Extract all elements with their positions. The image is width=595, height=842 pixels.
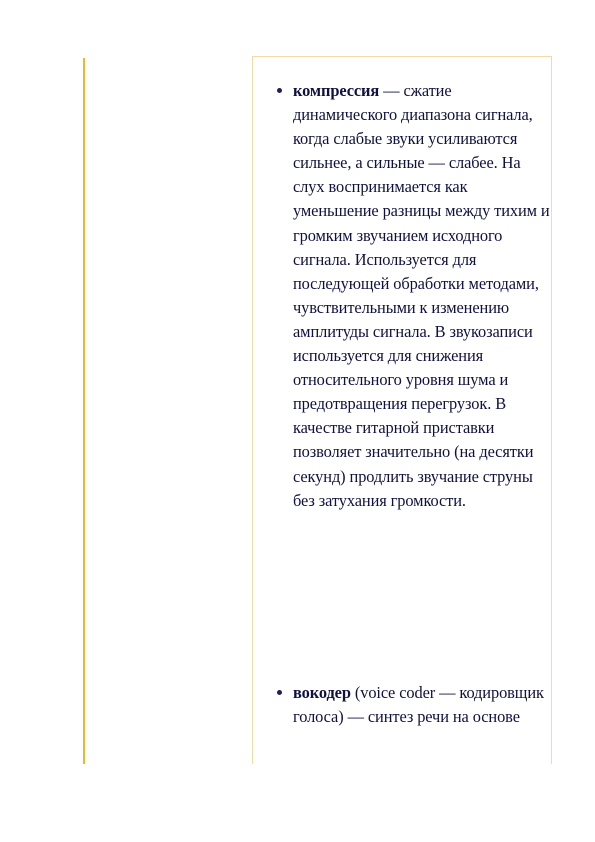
definition-vocoder: (voice coder — кодировщик голоса) — синтез речи на основе [293, 683, 544, 727]
term-vocoder: вокодер [293, 683, 351, 702]
text-panel [252, 56, 552, 764]
bullet-icon [277, 690, 282, 695]
left-accent-rule [83, 58, 85, 764]
term-compression: компрессия [293, 81, 380, 100]
bullet-icon [277, 88, 282, 93]
list-item-text [293, 681, 555, 729]
list-item-text [293, 79, 555, 513]
definition-compression: — сжатие динамического диапазона сигнала, когда слабые звуки усиливаются сильнее, а сильные — слабее. На слух воспринимается как уменьшение разницы между тихим и громким звучанием исходного сигнала. Используется для последующей обработки методами, чувствительными к изменению амплитуды сигнала. В звукозаписи используется для снижения относительного уровня шума и предотвращения перегрузок. В качестве гитарной приставки позволяет значительно (на десятки секунд) продлить звучание струны без затухания громкости. [293, 81, 550, 510]
